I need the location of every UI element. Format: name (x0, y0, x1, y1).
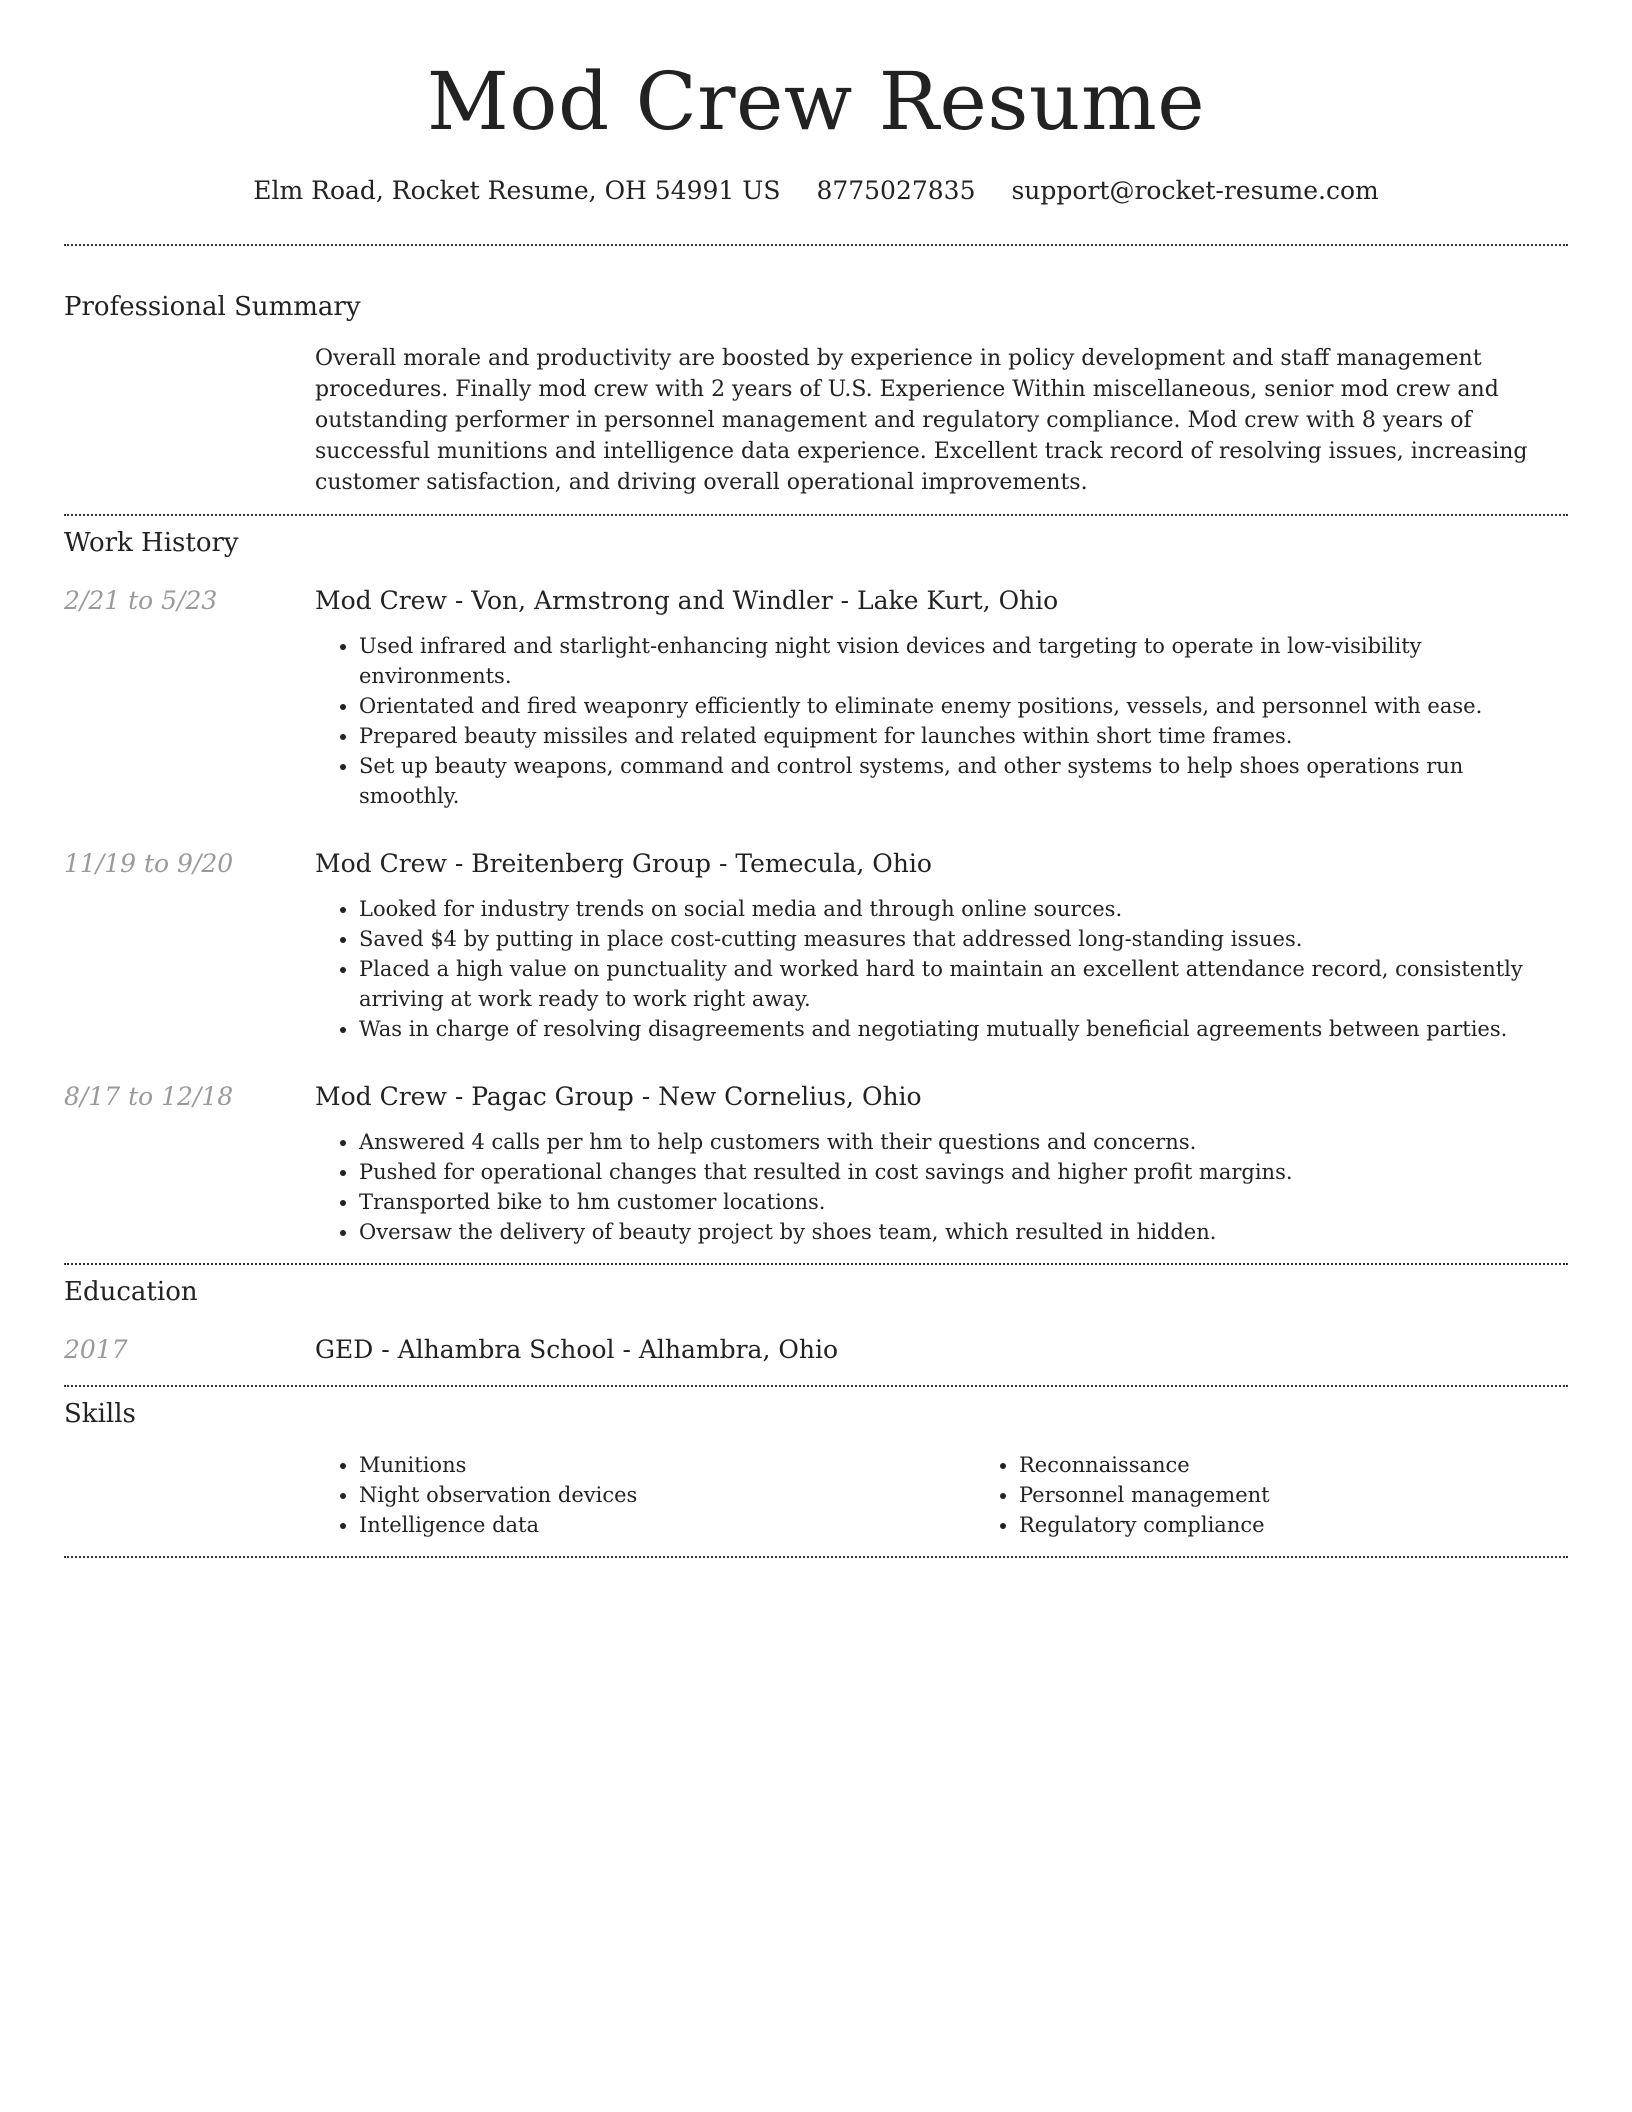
job-bullet: • Transported bike to hm customer locations. (359, 1187, 1568, 1217)
education-year: 2017 (64, 1335, 128, 1364)
job-bullet: • Set up beauty weapons, command and control systems, and other systems to help shoes operations run smoothly. (359, 751, 1568, 811)
job-bullets (315, 631, 1568, 811)
contact-line (64, 174, 1568, 208)
job-dates: 11/19 to 9/20 (64, 849, 234, 878)
job-bullets (315, 1127, 1568, 1247)
skills-column (975, 1450, 1632, 1540)
divider (64, 1385, 1568, 1387)
summary-spacer (64, 343, 315, 498)
job-bullet: • Was in charge of resolving disagreements and negotiating mutually beneficial agreements between parties. (359, 1014, 1568, 1044)
divider (64, 244, 1568, 246)
section-title-summary: Professional Summary (64, 292, 361, 322)
job-bullet: • Placed a high value on punctuality and worked hard to maintain an excellent attendance record, consistently arriving at work ready to work right away. (359, 954, 1568, 1014)
contact-address: Elm Road, Rocket Resume, OH 54991 US (253, 176, 781, 205)
section-title-work-history: Work History (64, 528, 239, 558)
job-title: Mod Crew - Breitenberg Group - Temecula, Ohio (315, 849, 932, 878)
job-bullets (315, 894, 1568, 1044)
education-degree: GED - Alhambra School - Alhambra, Ohio (315, 1335, 838, 1364)
contact-phone: 8775027835 (816, 176, 976, 205)
skills-column (315, 1450, 975, 1540)
job-details (315, 584, 1568, 811)
job-bullet: • Used infrared and starlight-enhancing night vision devices and targeting to operate in low-visibility environments. (359, 631, 1568, 691)
resume-title: Mod Crew Resume (426, 55, 1206, 148)
section-title-education: Education (64, 1277, 198, 1307)
divider (64, 1556, 1568, 1558)
job-dates: 2/21 to 5/23 (64, 586, 218, 615)
skill-item: • Regulatory compliance (1019, 1510, 1632, 1540)
job-bullet: • Saved $4 by putting in place cost-cutting measures that addressed long-standing issues. (359, 924, 1568, 954)
job-dates: 8/17 to 12/18 (64, 1082, 234, 1111)
job-bullet: • Prepared beauty missiles and related equipment for launches within short time frames. (359, 721, 1568, 751)
job-bullet: • Orientated and fired weaponry efficiently to eliminate enemy positions, vessels, and personnel with ease. (359, 691, 1568, 721)
job-bullet: • Answered 4 calls per hm to help customers with their questions and concerns. (359, 1127, 1568, 1157)
job-details (315, 1080, 1568, 1247)
job-entry (64, 1080, 1568, 1247)
job-bullet: • Pushed for operational changes that resulted in cost savings and higher profit margins. (359, 1157, 1568, 1187)
resume-page (64, 0, 1568, 1558)
job-title: Mod Crew - Von, Armstrong and Windler - Lake Kurt, Ohio (315, 586, 1059, 615)
job-entry (64, 847, 1568, 1044)
skills-list (315, 1450, 1632, 1540)
divider (64, 514, 1568, 516)
section-title-skills: Skills (64, 1399, 136, 1429)
education-entry (64, 1333, 1568, 1367)
contact-email: support@rocket-resume.com (1011, 176, 1379, 205)
job-bullet: • Looked for industry trends on social media and through online sources. (359, 894, 1568, 924)
skill-item: • Night observation devices (359, 1480, 975, 1510)
job-details (315, 847, 1568, 1044)
summary-text: Overall morale and productivity are boosted by experience in policy development and staff management procedures. Finally mod crew with 2 years of U.S. Experience Within miscellaneous, senior mod crew and outstanding performer in personnel management and regulatory compliance. Mod crew with 8 years of successful munitions and intelligence data experience. Excellent track record of resolving issues, increasing customer satisfaction, and driving overall operational improvements. (315, 346, 1528, 495)
skill-item: • Intelligence data (359, 1510, 975, 1540)
skills-row (64, 1450, 1568, 1540)
skill-item: • Munitions (359, 1450, 975, 1480)
skills-spacer (64, 1450, 315, 1540)
summary-row (64, 343, 1568, 498)
job-bullet: • Oversaw the delivery of beauty project by shoes team, which resulted in hidden. (359, 1217, 1568, 1247)
skill-item: • Reconnaissance (1019, 1450, 1632, 1480)
job-title: Mod Crew - Pagac Group - New Cornelius, Ohio (315, 1082, 922, 1111)
divider (64, 1263, 1568, 1265)
skill-item: • Personnel management (1019, 1480, 1632, 1510)
job-entry (64, 584, 1568, 811)
